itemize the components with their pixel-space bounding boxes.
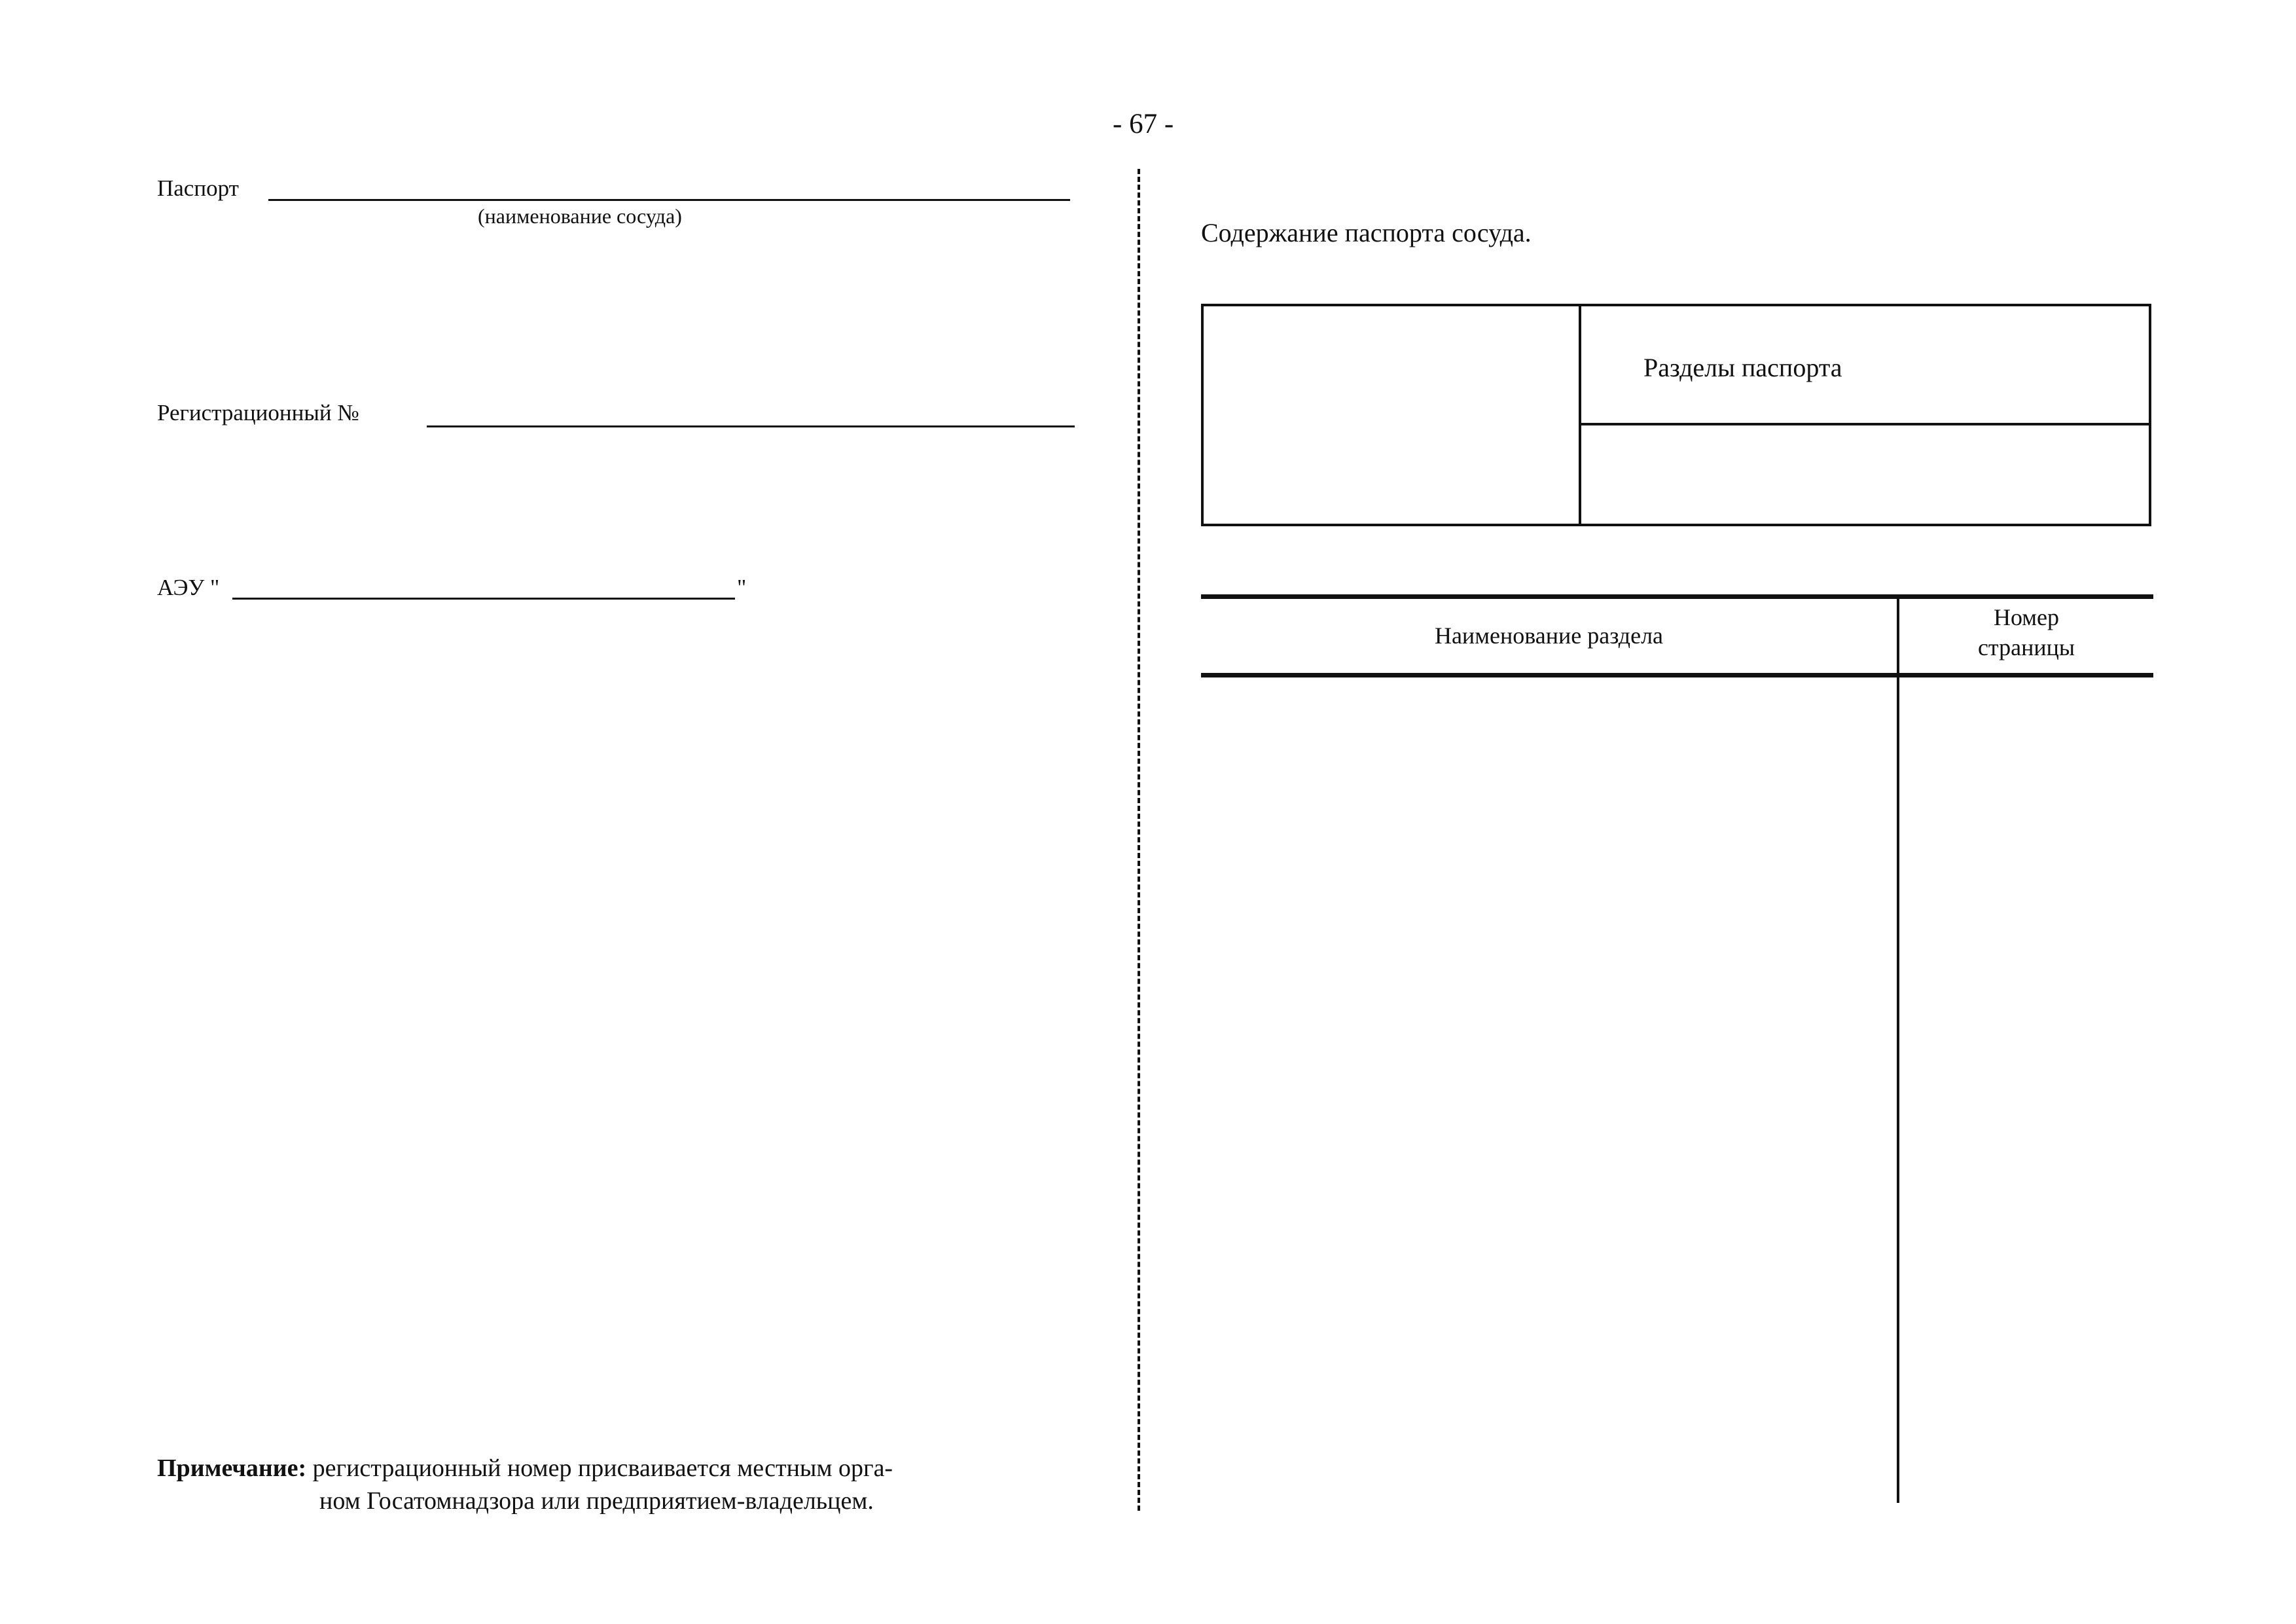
aeu-close-quote: " [737, 575, 747, 600]
toc-header-page-number-line-2: страницы [1977, 634, 2075, 661]
toc-header-rule [1201, 673, 2153, 677]
toc-top-rule [1201, 594, 2153, 599]
note [157, 1452, 893, 1517]
passport-sections-box [1201, 304, 2151, 526]
passport-name-blank-line [268, 199, 1070, 201]
note-line-2: ном Госатомнадзора или предприятием-владельцем. [319, 1487, 874, 1515]
toc-column-divider [1897, 594, 1899, 1503]
contents-title: Содержание паспорта сосуда. [1201, 218, 1532, 247]
passport-name-caption: (наименование сосуда) [478, 204, 682, 228]
registration-number-blank-line [427, 425, 1075, 427]
page-number: - 67 - [1113, 109, 1174, 139]
toc-header-page-number-line-1: Номер [1993, 604, 2060, 630]
passport-label: Паспорт [157, 175, 239, 201]
registration-number-label: Регистрационный № [157, 400, 359, 425]
box-divider-horizontal [1579, 423, 2149, 425]
note-label: Примечание: [157, 1454, 307, 1482]
box-divider-vertical [1579, 306, 1581, 524]
aeu-blank-line [232, 598, 735, 600]
fold-divider [1138, 169, 1140, 1511]
aeu-label: АЭУ " [157, 575, 220, 600]
note-line-1: регистрационный номер присваивается местным орга- [312, 1454, 893, 1482]
toc-header-page-number [1899, 602, 2153, 662]
toc-header-section-name: Наименование раздела [1434, 623, 1664, 649]
passport-sections-label: Разделы паспорта [1643, 353, 1842, 382]
